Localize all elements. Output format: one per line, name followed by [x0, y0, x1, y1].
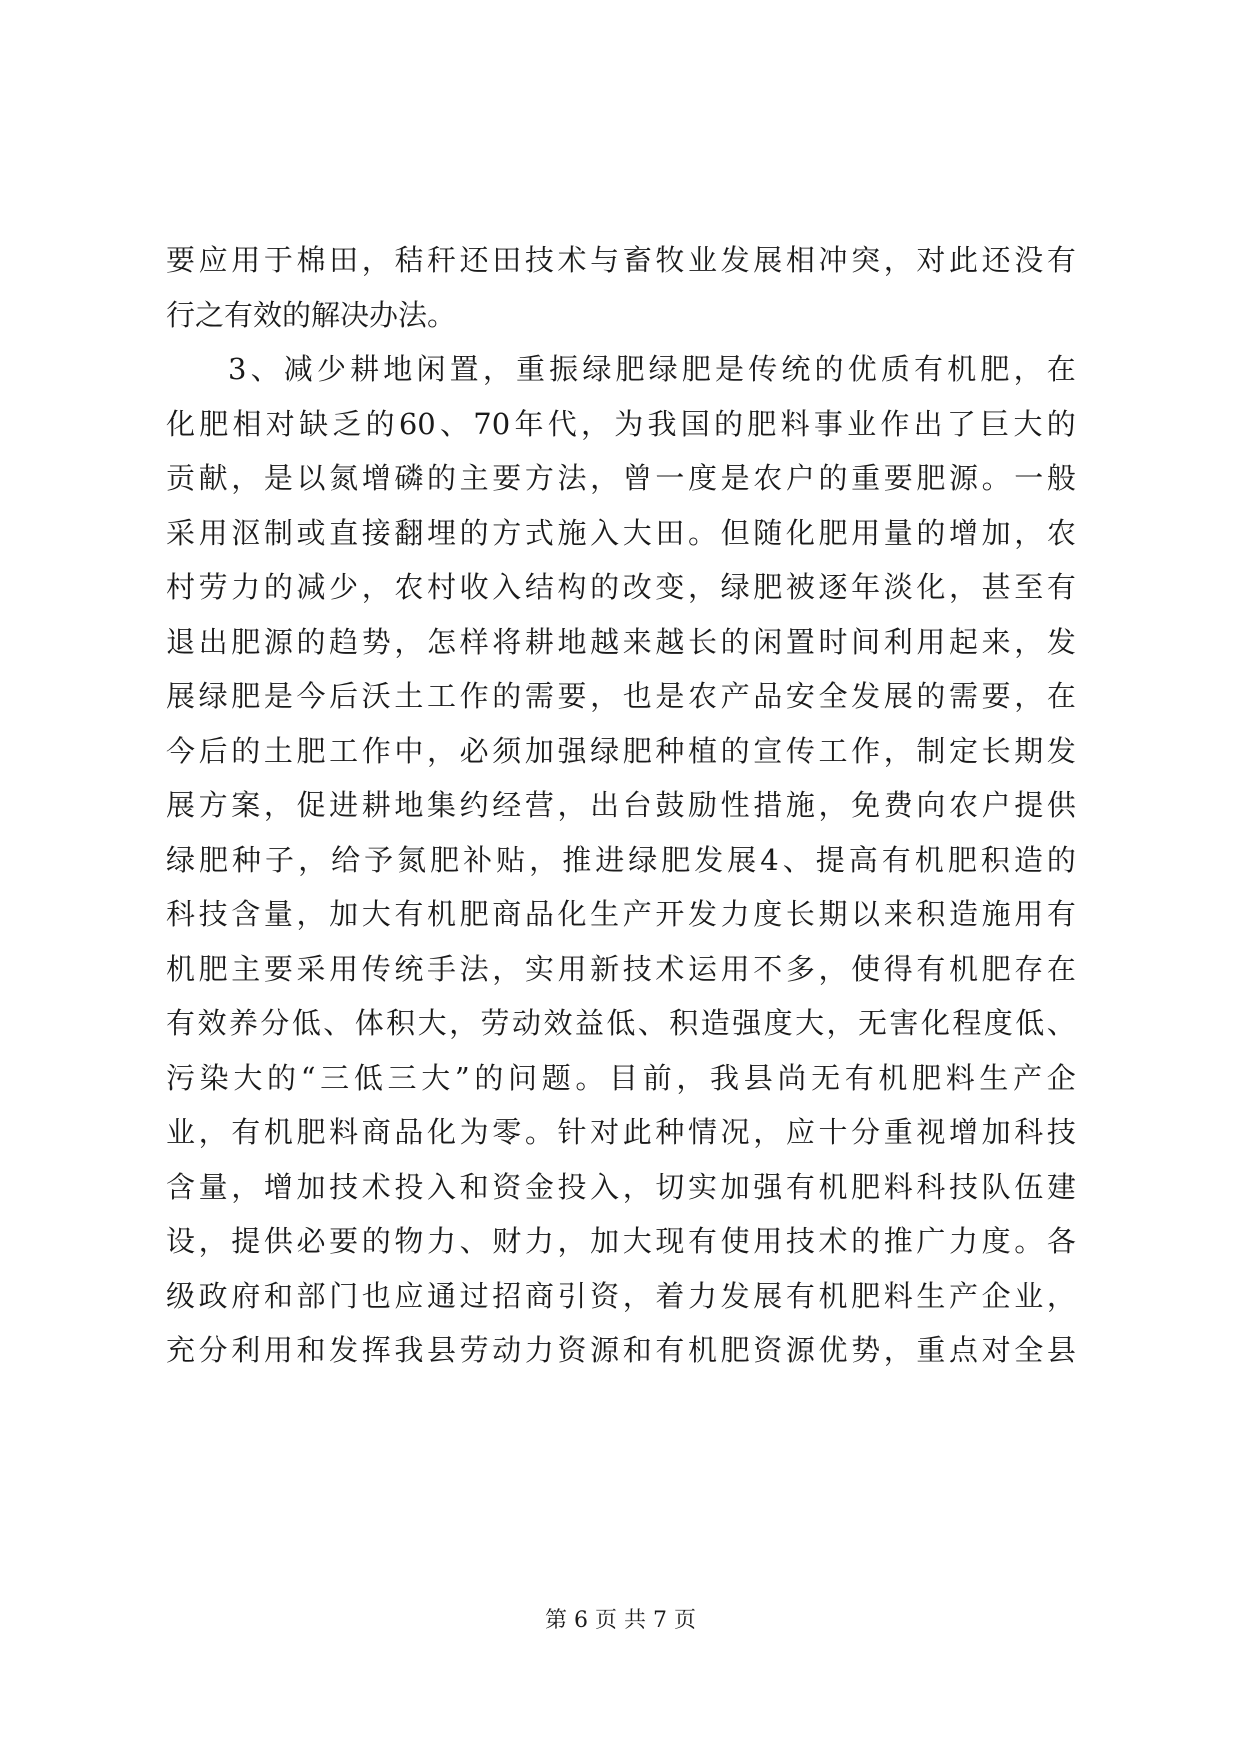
- text-line: 3 、 减 少 耕 地 闲 置 ， 重 振 绿 肥 绿 肥 是 传 统 的 优 质 有 机 肥 ， 在: [228, 352, 1076, 386]
- text-line: 充 分 利 用 和 发 挥 我 县 劳 动 力 资 源 和 有 机 肥 资 源 优 势 ， 重 点 对 全 县: [166, 1333, 1076, 1367]
- text-line: 展 绿 肥 是 今 后 沃 土 工 作 的 需 要 ， 也 是 农 产 品 安 全 发 展 的 需 要 ， 在: [166, 679, 1076, 713]
- text-line: 贡 献 ， 是 以 氮 增 磷 的 主 要 方 法 ， 曾 一 度 是 农 户 的 重 要 肥 源 。 一 般: [166, 461, 1076, 495]
- page-number: 第 6 页 共 7 页: [545, 1608, 696, 1633]
- text-line: 级 政 府 和 部 门 也 应 通 过 招 商 引 资 ， 着 力 发 展 有 机 肥 料 生 产 企 业 ，: [166, 1278, 1076, 1313]
- text-line: 退 出 肥 源 的 趋 势 ， 怎 样 将 耕 地 越 来 越 长 的 闲 置 时 间 利 用 起 来 ， 发: [166, 624, 1076, 659]
- text-line: 有 效 养 分 低 、 体 积 大 ， 劳 动 效 益 低 、 积 造 强 度 大 ， 无 害 化 程 度 低 、: [166, 1006, 1076, 1040]
- text-line: 采 用 沤 制 或 直 接 翻 埋 的 方 式 施 入 大 田 。 但 随 化 肥 用 量 的 增 加 ， 农: [166, 515, 1076, 550]
- text-line: 绿 肥 种 子 ， 给 予 氮 肥 补 贴 ， 推 进 绿 肥 发 展 4 、 提 高 有 机 肥 积 造 的: [166, 842, 1076, 877]
- text-line: 今 后 的 土 肥 工 作 中 ， 必 须 加 强 绿 肥 种 植 的 宣 传 工 作 ， 制 定 长 期 发: [166, 733, 1076, 768]
- text-line: 污 染 大 的 “ 三 低 三 大 ” 的 问 题 。 目 前 ， 我 县 尚 无 有 机 肥 料 生 产 企: [166, 1060, 1076, 1095]
- text-line: 展 方 案 ， 促 进 耕 地 集 约 经 营 ， 出 台 鼓 励 性 措 施 ， 免 费 向 农 户 提 供: [166, 788, 1076, 822]
- body-text: [166, 233, 1076, 1378]
- text-line: 行之有效的解决办法。: [166, 297, 457, 332]
- text-line: 科 技 含 量 ， 加 大 有 机 肥 商 品 化 生 产 开 发 力 度 长 期 以 来 积 造 施 用 有: [166, 897, 1076, 931]
- text-line: 设 ， 提 供 必 要 的 物 力 、 财 力 ， 加 大 现 有 使 用 技 术 的 推 广 力 度 。 各: [166, 1224, 1076, 1258]
- page-footer: [0, 1606, 1241, 1636]
- text-line: 机 肥 主 要 采 用 传 统 手 法 ， 实 用 新 技 术 运 用 不 多 ， 使 得 有 机 肥 存 在: [166, 951, 1076, 986]
- text-line: 村 劳 力 的 减 少 ， 农 村 收 入 结 构 的 改 变 ， 绿 肥 被 逐 年 淡 化 ， 甚 至 有: [166, 570, 1076, 604]
- text-line: 业 ， 有 机 肥 料 商 品 化 为 零 。 针 对 此 种 情 况 ， 应 十 分 重 视 增 加 科 技: [166, 1115, 1076, 1149]
- text-line: 含 量 ， 增 加 技 术 投 入 和 资 金 投 入 ， 切 实 加 强 有 机 肥 料 科 技 队 伍 建: [166, 1169, 1076, 1204]
- text-line: 要 应 用 于 棉 田 ， 秸 秆 还 田 技 术 与 畜 牧 业 发 展 相 冲 突 ， 对 此 还 没 有: [166, 243, 1076, 277]
- text-line: 化 肥 相 对 缺 乏 的 60 、 70 年 代 ， 为 我 国 的 肥 料 事 业 作 出 了 巨 大 的: [166, 406, 1076, 441]
